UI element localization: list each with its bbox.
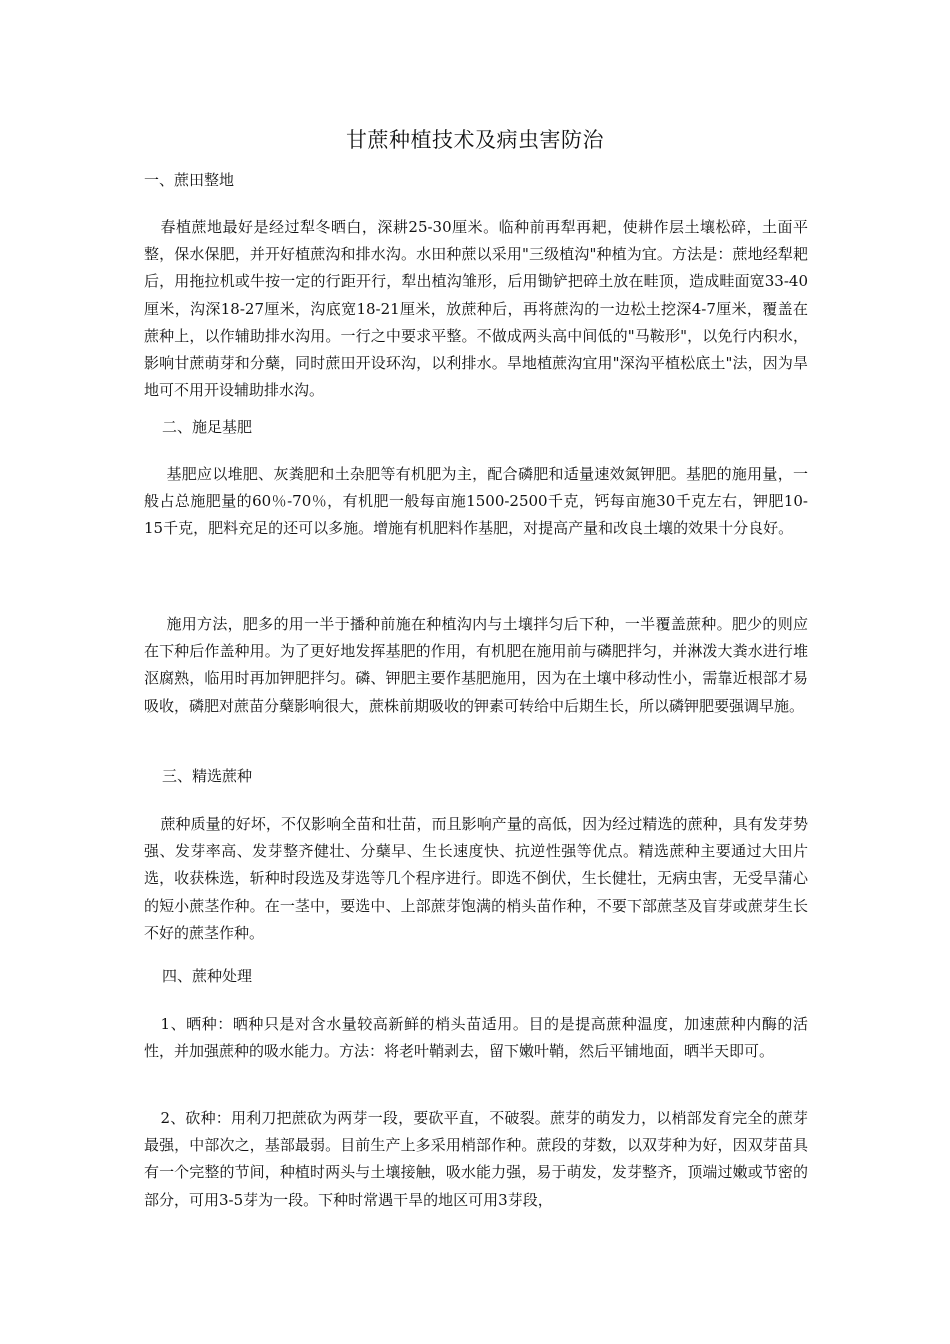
- section-2-paragraph-1: 基肥应以堆肥、灰粪肥和土杂肥等有机肥为主，配合磷肥和适量速效氮钾肥。基肥的施用量，一般占总施肥量的60％-70％，有机肥一般每亩施1500-2500千克，钙每亩施30千克左右，钾肥10-15千克，肥料充足的还可以多施。增施有机肥料作基肥，对提高产量和改良土壤的效果十分良好。: [144, 465, 808, 538]
- section-2-paragraph-2: 施用方法，肥多的用一半于播种前施在种植沟内与土壤拌匀后下种，一半覆盖蔗种。肥少的则应在下种后作盖种用。为了更好地发挥基肥的作用，有机肥在施用前与磷肥拌匀，并淋泼大粪水进行堆沤腐熟，临用时再加钾肥拌匀。磷、钾肥主要作基肥施用，因为在土壤中移动性小，需靠近根部才易吸收，磷肥对蔗苗分蘖影响很大，蔗株前期吸收的钾素可转给中后期生长，所以磷钾肥要强调早施。: [144, 615, 808, 715]
- document-title: 甘蔗种植技术及病虫害防治: [346, 128, 604, 152]
- section-4-paragraph-2: 2、砍种：用利刀把蔗砍为两芽一段，要砍平直，不破裂。蔗芽的萌发力，以梢部发育完全的蔗芽最强，中部次之，基部最弱。目前生产上多采用梢部作种。蔗段的芽数，以双芽种为好，因双芽苗具有一个完整的节间，种植时两头与土壤接触，吸水能力强，易于萌发，发芽整齐，顶端过嫩或节密的部分，可用3-5芽为一段。下种时常遇干旱的地区可用3芽段，: [144, 1109, 808, 1209]
- section-heading-2: 二、施足基肥: [162, 418, 253, 436]
- section-heading-4: 四、蔗种处理: [162, 967, 253, 985]
- section-3-paragraph-1: 蔗种质量的好坏，不仅影响全苗和壮苗，而且影响产量的高低，因为经过精选的蔗种，具有发芽势强、发芽率高、发芽整齐健壮、分蘖早、生长速度快、抗逆性强等优点。精选蔗种主要通过大田片选，收获株选，斩种时段选及芽选等几个程序进行。即选不倒伏，生长健壮，无病虫害，无受旱蒲心的短小蔗茎作种。在一茎中，要选中、上部蔗芽饱满的梢头苗作种，不要下部蔗茎及盲芽或蔗芽生长不好的蔗茎作种。: [144, 815, 808, 942]
- section-1-paragraph-1: 春植蔗地最好是经过犁冬晒白，深耕25-30厘米。临种前再犁再耙，使耕作层土壤松碎，土面平整，保水保肥，并开好植蔗沟和排水沟。水田种蔗以采用"三级植沟"种植为宜。方法是：蔗地经犁耙后，用拖拉机或牛按一定的行距开行，犁出植沟雏形，后用锄铲把碎土放在畦顶，造成畦面宽33-40厘米，沟深18-27厘米，沟底宽18-21厘米，放蔗种后，再将蔗沟的一边松土挖深4-7厘米，覆盖在蔗种上，以作辅助排水沟用。一行之中要求平整。不做成两头高中间低的"马鞍形"，以免行内积水，影响甘蔗萌芽和分蘖，同时蔗田开设环沟，以利排水。旱地植蔗沟宜用"深沟平植松底土"法，因为旱地可不用开设辅助排水沟。: [144, 218, 808, 400]
- section-heading-1: 一、蔗田整地: [144, 171, 235, 189]
- section-heading-3: 三、精选蔗种: [162, 767, 253, 785]
- section-4-paragraph-1: 1、晒种：晒种只是对含水量较高新鲜的梢头苗适用。目的是提高蔗种温度，加速蔗种内酶的活性，并加强蔗种的吸水能力。方法：将老叶鞘剥去，留下嫩叶鞘，然后平铺地面，晒半天即可。: [144, 1015, 808, 1061]
